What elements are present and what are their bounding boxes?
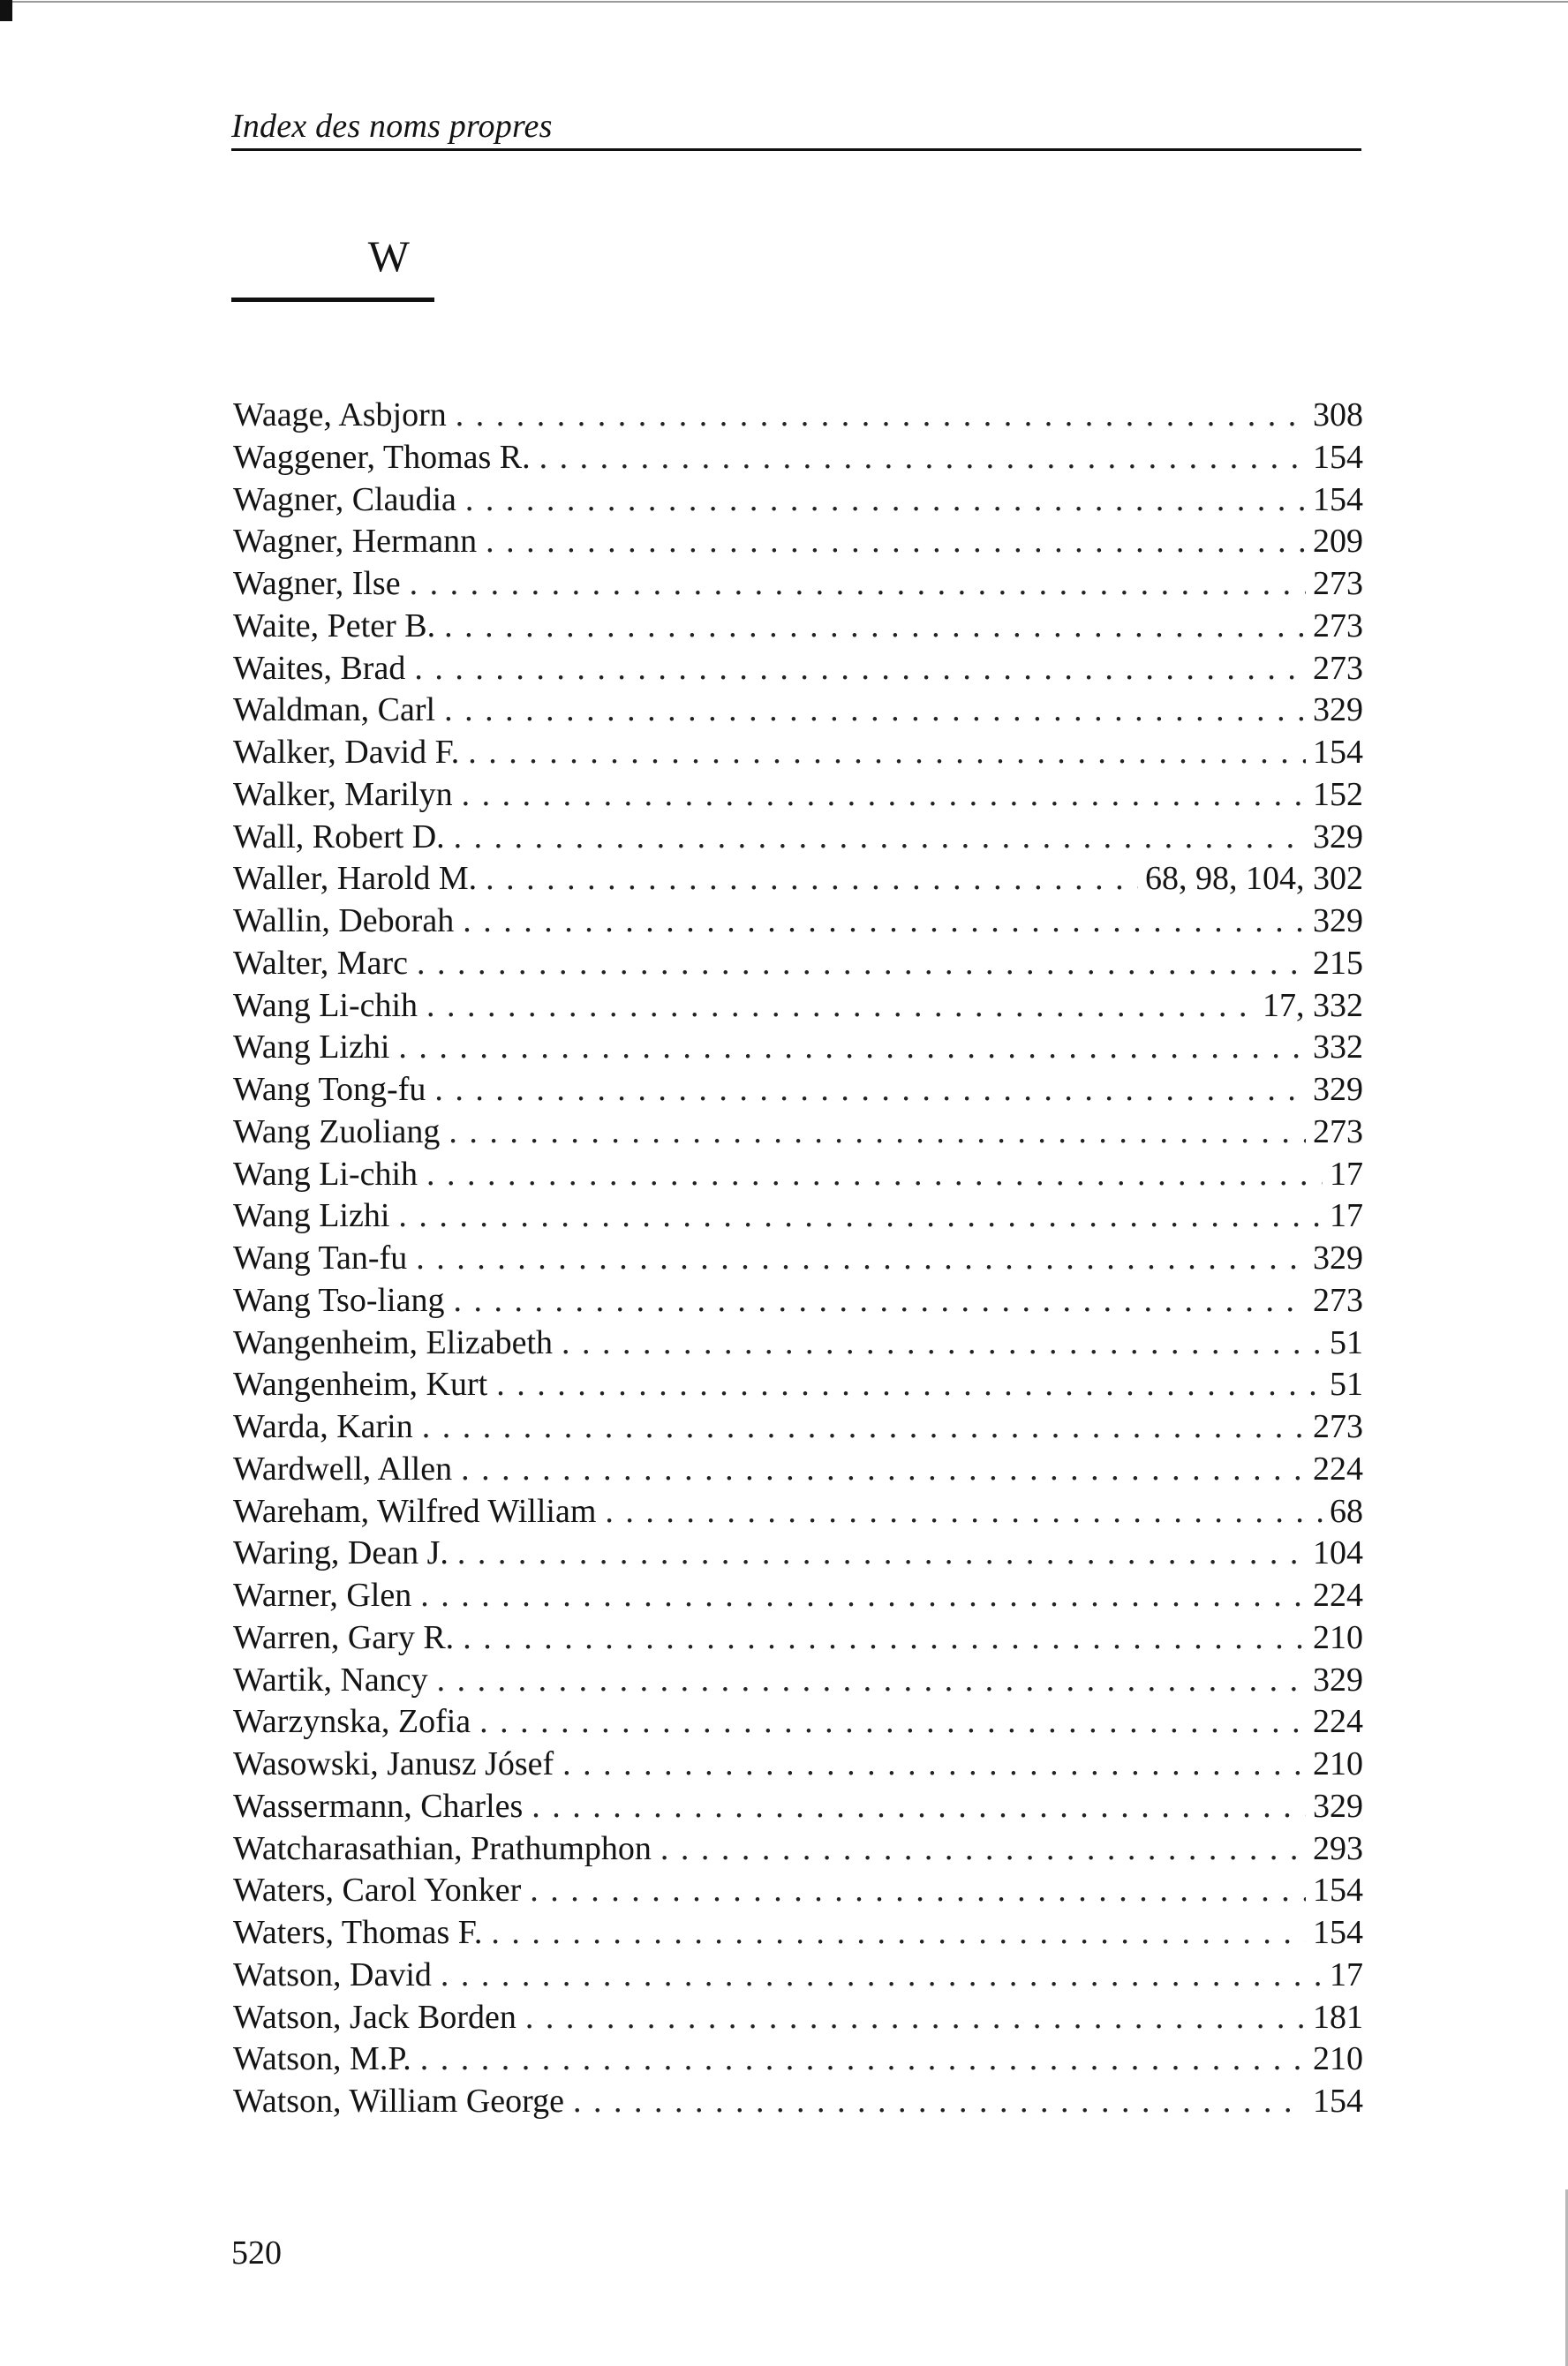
entry-name: Wassermann, Charles [233,1787,524,1825]
index-entry [233,900,1363,943]
entry-page-refs: 154 [1313,2083,1363,2120]
dot-leader [444,689,1306,732]
index-entry [233,1575,1363,1617]
entry-page-refs: 210 [1313,1745,1363,1782]
entry-page-refs: 224 [1313,1703,1363,1741]
entry-name: Wang Li-chih [233,986,418,1024]
index-entry [233,395,1363,437]
entry-page-refs: 329 [1313,902,1363,939]
entry-page-refs: 154 [1313,1872,1363,1910]
entry-page-refs: 17, 332 [1263,986,1363,1024]
entry-name: Waring, Dean J. [233,1534,449,1572]
index-entry [233,1154,1363,1196]
dot-leader [461,1449,1306,1491]
dot-leader [479,1701,1306,1744]
entry-name: Wagner, Hermann [233,523,478,561]
entry-page-refs: 210 [1313,1618,1363,1656]
dot-leader [426,985,1255,1028]
entry-page-refs: 224 [1313,1450,1363,1488]
index-entry [233,437,1363,479]
index-entry [233,774,1363,817]
entry-name: Wang Lizhi [233,1029,390,1066]
entry-page-refs: 329 [1313,1240,1363,1277]
dot-leader [449,1111,1306,1154]
entry-page-refs: 51 [1330,1366,1363,1404]
entry-page-refs: 104 [1313,1534,1363,1572]
dot-leader [454,817,1306,859]
index-entry [233,2081,1363,2123]
dot-leader [426,1154,1323,1196]
dot-leader [530,1870,1306,1912]
page-number: 520 [231,2234,282,2272]
index-entry [233,817,1363,859]
index-entry [233,1617,1363,1660]
index-entry [233,1955,1363,1997]
entry-page-refs: 17 [1330,1155,1363,1193]
entry-page-refs: 154 [1313,734,1363,771]
index-entry [233,943,1363,985]
dot-leader [562,1744,1306,1786]
entry-name: Warda, Karin [233,1408,413,1445]
dot-leader [441,1955,1323,1997]
entry-name: Wangenheim, Elizabeth [233,1323,554,1361]
entry-name: Wall, Robert D. [233,818,445,855]
dot-leader [463,1617,1306,1660]
dot-leader [398,1195,1323,1238]
dot-leader [417,943,1306,985]
entry-name: Walker, David F. [233,734,460,771]
index-entry [233,606,1363,648]
index-entry [233,1027,1363,1069]
entry-page-refs: 273 [1313,1281,1363,1319]
index-entry [233,1449,1363,1491]
entry-page-refs: 332 [1313,1029,1363,1066]
index-entry [233,479,1363,522]
index-entry [233,1406,1363,1449]
dot-leader [416,1238,1306,1280]
dot-leader [486,858,1138,900]
entry-page-refs: 273 [1313,607,1363,644]
dot-leader [491,1912,1306,1955]
entry-name: Waldman, Carl [233,691,436,729]
entry-name: Waller, Harold M. [233,860,478,898]
entry-page-refs: 154 [1313,480,1363,518]
index-entry [233,732,1363,774]
index-entry [233,1322,1363,1365]
index-entry [233,563,1363,606]
entry-name: Waite, Peter B. [233,607,436,644]
entry-page-refs: 215 [1313,944,1363,982]
entry-page-refs: 224 [1313,1577,1363,1614]
dot-leader [562,1322,1323,1365]
index-entry [233,1280,1363,1322]
entry-page-refs: 210 [1313,2040,1363,2078]
index-entry [233,2038,1363,2081]
index-entry [233,1069,1363,1111]
dot-leader [525,1997,1306,2039]
entry-name: Watson, William George [233,2083,564,2120]
entry-name: Watson, Jack Borden [233,1998,516,2036]
dot-leader [605,1491,1323,1533]
dot-leader [434,1069,1306,1111]
section-letter-heading [231,221,434,302]
entry-name: Wagner, Claudia [233,480,456,518]
entry-page-refs: 308 [1313,396,1363,433]
entry-page-refs: 68, 98, 104, 302 [1145,860,1363,898]
entry-name: Wang Tong-fu [233,1071,426,1108]
entry-page-refs: 68 [1330,1492,1363,1530]
index-entry [233,1364,1363,1406]
entry-page-refs: 329 [1313,1787,1363,1825]
index-entry [233,1660,1363,1702]
dot-leader [456,395,1306,437]
index-entry [233,689,1363,732]
dot-leader [539,437,1306,479]
entry-page-refs: 51 [1330,1323,1363,1361]
dot-leader [462,774,1306,817]
dot-leader [486,521,1306,563]
dot-leader [414,648,1306,690]
entry-name: Wasowski, Janusz Jósef [233,1745,554,1782]
dot-leader [465,479,1306,522]
index-entry [233,521,1363,563]
entry-page-refs: 273 [1313,1112,1363,1150]
dot-leader [463,900,1306,943]
dot-leader [444,606,1306,648]
entry-name: Waters, Thomas F. [233,1914,483,1951]
entry-name: Walker, Marilyn [233,775,453,813]
index-entry [233,1195,1363,1238]
entry-name: Waites, Brad [233,649,406,687]
dot-leader [457,1533,1306,1575]
entry-name: Waage, Asbjorn [233,396,447,433]
dot-leader [422,1406,1306,1449]
entry-page-refs: 329 [1313,691,1363,729]
entry-name: Watson, M.P. [233,2040,411,2078]
index-entry [233,1111,1363,1154]
index-entry [233,648,1363,690]
dot-leader [573,2081,1306,2123]
entry-page-refs: 273 [1313,1408,1363,1445]
entry-page-refs: 152 [1313,775,1363,813]
index-entry [233,1491,1363,1533]
entry-name: Wang Tan-fu [233,1240,408,1277]
entry-name: Wagner, Ilse [233,565,401,602]
entry-page-refs: 181 [1313,1998,1363,2036]
entry-page-refs: 329 [1313,1071,1363,1108]
dot-leader [420,1575,1306,1617]
entry-page-refs: 329 [1313,818,1363,855]
index-entry [233,1701,1363,1744]
index-entry [233,1786,1363,1828]
entry-page-refs: 154 [1313,1914,1363,1951]
entry-name: Wareham, Wilfred William [233,1492,597,1530]
index-entry [233,1870,1363,1912]
entry-page-refs: 293 [1313,1829,1363,1867]
entry-name: Warzynska, Zofia [233,1703,471,1741]
dot-leader [454,1280,1307,1322]
entry-name: Watcharasathian, Prathumphon [233,1829,652,1867]
index-entry [233,858,1363,900]
index-entry [233,1828,1363,1871]
entry-name: Wang Zuoliang [233,1112,441,1150]
entry-page-refs: 329 [1313,1661,1363,1699]
section-letter: W [367,231,410,281]
entry-name: Warren, Gary R. [233,1618,455,1656]
entry-name: Wang Lizhi [233,1197,390,1235]
entry-name: Watson, David [233,1955,432,1993]
dot-leader [496,1364,1323,1406]
entry-page-refs: 209 [1313,523,1363,561]
entry-page-refs: 154 [1313,438,1363,476]
running-head [231,104,1361,151]
dot-leader [398,1027,1306,1069]
index-entry [233,1238,1363,1280]
entry-page-refs: 17 [1330,1955,1363,1993]
index-entry [233,1744,1363,1786]
entry-page-refs: 273 [1313,649,1363,687]
dot-leader [420,2038,1306,2081]
index-entry [233,1912,1363,1955]
entry-name: Warner, Glen [233,1577,412,1614]
entry-page-refs: 17 [1330,1197,1363,1235]
scan-top-edge [12,1,1568,3]
entry-name: Wallin, Deborah [233,902,455,939]
dot-leader [437,1660,1306,1702]
entry-name: Wardwell, Allen [233,1450,453,1488]
entry-name: Wartik, Nancy [233,1661,428,1699]
scan-corner-mark [0,0,12,21]
entry-name: Waters, Carol Yonker [233,1872,522,1910]
entry-name: Wang Li-chih [233,1155,418,1193]
entry-name: Waggener, Thomas R. [233,438,531,476]
dot-leader [531,1786,1306,1828]
entry-name: Wangenheim, Kurt [233,1366,488,1404]
dot-leader [468,732,1306,774]
dot-leader [660,1828,1306,1871]
index-entry [233,985,1363,1028]
entry-name: Wang Tso-liang [233,1281,445,1319]
index-entry [233,1997,1363,2039]
dot-leader [410,563,1306,606]
entry-page-refs: 273 [1313,565,1363,602]
index-entry [233,1533,1363,1575]
entry-name: Walter, Marc [233,944,408,982]
running-head-title: Index des noms propres [231,108,553,145]
name-index-list [233,395,1363,2123]
